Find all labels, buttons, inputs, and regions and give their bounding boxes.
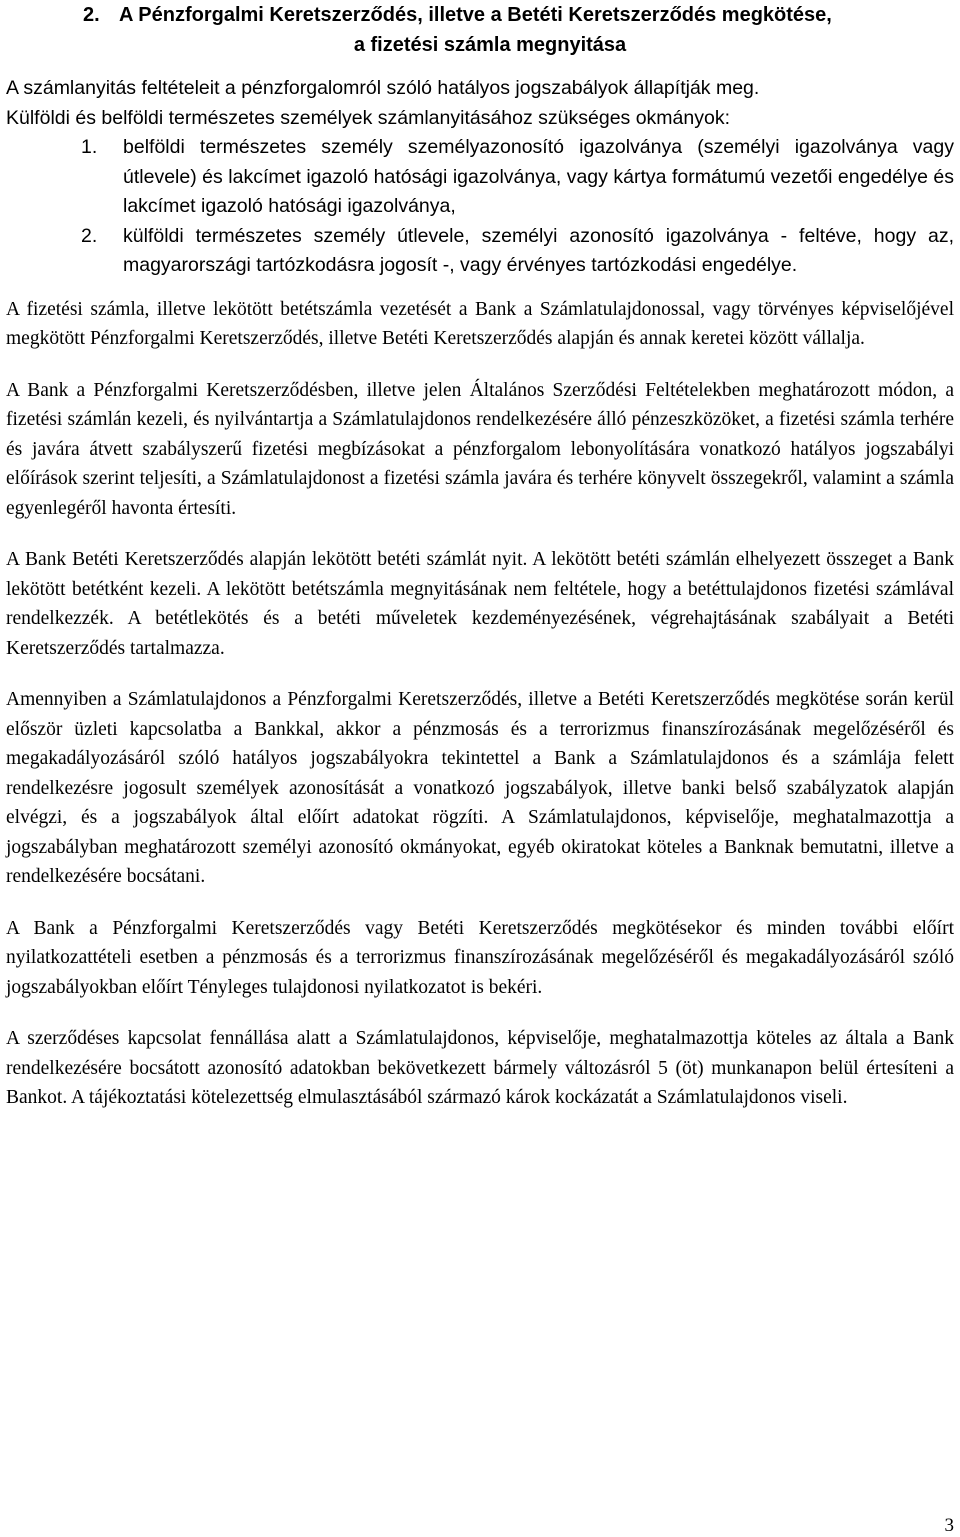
- list-item-number: 2.: [81, 224, 98, 247]
- list-item-number: 1.: [81, 136, 98, 158]
- list-item: [6, 222, 954, 281]
- section-heading: [6, 0, 954, 60]
- intro-line-1: A számlanyitás feltételeit a pénzforgalomról szóló hatályos jogszabályok állapítják meg.: [6, 77, 760, 99]
- page-number: 3: [944, 1515, 954, 1536]
- paragraph: A Bank Betéti Keretszerződés alapján lekötött betéti számlát nyit. A lekötött betéti számlán elhelyezett összeget a Bank lekötött betétként kezeli. A lekötött betétszámla megnyitásának nem feltétele, hogy a betéttulajdonos fizetési számlával rendelkezzék. A betétlekötés és a betéti műveletek kezdeményezésének, végrehajtásának szabályait a Betéti Keretszerződés tartalmazza.: [6, 549, 954, 659]
- paragraph: Amennyiben a Számlatulajdonos a Pénzforgalmi Keretszerződés, illetve a Betéti Keretszerződés megkötése során kerül először üzleti kapcsolatba a Bankkal, akkor a pénzmosás és a terrorizmus finanszírozásának megelőzéséről és megakadályozásáról szóló hatályos jogszabályokra tekintettel a Bank a Számlatulajdonos és a számlája felett rendelkezésre jogosult személyek azonosítását a vonatkozó jogszabályok, illetve banki belső szabályzatok alapján elvégzi, és a jogszabályok által előírt adatokat rögzíti. A Számlatulajdonos, képviselője, meghatalmazottja a jogszabályban meghatározott személyi azonosító okmányokat, egyéb okiratokat köteles a Banknak bemutatni, illetve a rendelkezésére bocsátani.: [6, 689, 954, 887]
- document-page: [6, 0, 954, 1113]
- heading-number: 2.: [83, 4, 100, 26]
- paragraph: A Bank a Pénzforgalmi Keretszerződésben, illetve jelen Általános Szerződési Feltételekben meghatározott módon, a fizetési számlán kezeli, és nyilvántartja a Számlatulajdonos rendelkezésére álló pénzeszközöket, a fizetési számla terhére és javára átvett szabályszerű fizetési megbízásokat a pénzforgalom lebonyolítására vonatkozó hatályos jogszabályi előírások szerint teljesíti, a Számlatulajdonost a fizetési számla javára és terhére könyvelt összegekről, valamint a számla egyenlegéről havonta értesíti.: [6, 379, 954, 519]
- paragraph: A szerződéses kapcsolat fennállása alatt a Számlatulajdonos, képviselője, meghatalmazottja köteles az általa a Bank rendelkezésére bocsátott azonosító adatokban bekövetkezett bármely változásról 5 (öt) munkanapon belül értesíteni a Bankot. A tájékoztatási kötelezettség elmulasztásából származó károk kockázatát a Számlatulajdonos viseli.: [6, 1028, 954, 1108]
- heading-line-1: [6, 0, 954, 30]
- required-documents-list: [6, 133, 954, 281]
- intro-block: [6, 74, 954, 133]
- heading-title: A Pénzforgalmi Keretszerződés, illetve a Betéti Keretszerződés megkötése,: [119, 4, 832, 26]
- paragraph: A Bank a Pénzforgalmi Keretszerződés vagy Betéti Keretszerződés megkötésekor és minden további előírt nyilatkozattételi esetben a pénzmosás és a terrorizmus finanszírozásának megelőzéséről és megakadályozásáról szóló jogszabályokban előírt Tényleges tulajdonosi nyilatkozatot is bekéri.: [6, 917, 954, 998]
- intro-line-2: Külföldi és belföldi természetes személyek számlanyitásához szükséges okmányok:: [6, 106, 730, 129]
- list-item: [6, 133, 954, 222]
- list-item-text: belföldi természetes személy személyazonosító igazolványa (személyi igazolványa vagy útlevele) és lakcímet igazoló hatósági igazolványa, vagy kártya formátumú vezetői engedélye és lakcímet igazoló hatósági igazolványa,: [123, 136, 954, 217]
- paragraph: A fizetési számla, illetve lekötött betétszámla vezetését a Bank a Számlatulajdonossal, vagy törvényes képviselőjével megkötött Pénzforgalmi Keretszerződés, illetve Betéti Keretszerződés alapján és annak keretei között vállalja.: [6, 298, 954, 349]
- heading-line-2: a fizetési számla megnyitása: [353, 34, 627, 56]
- list-item-text: külföldi természetes személy útlevele, személyi azonosító igazolványa - feltéve, hogy az, magyarországi tartózkodásra jogosít -, vagy érvényes tartózkodási engedélye.: [123, 224, 954, 276]
